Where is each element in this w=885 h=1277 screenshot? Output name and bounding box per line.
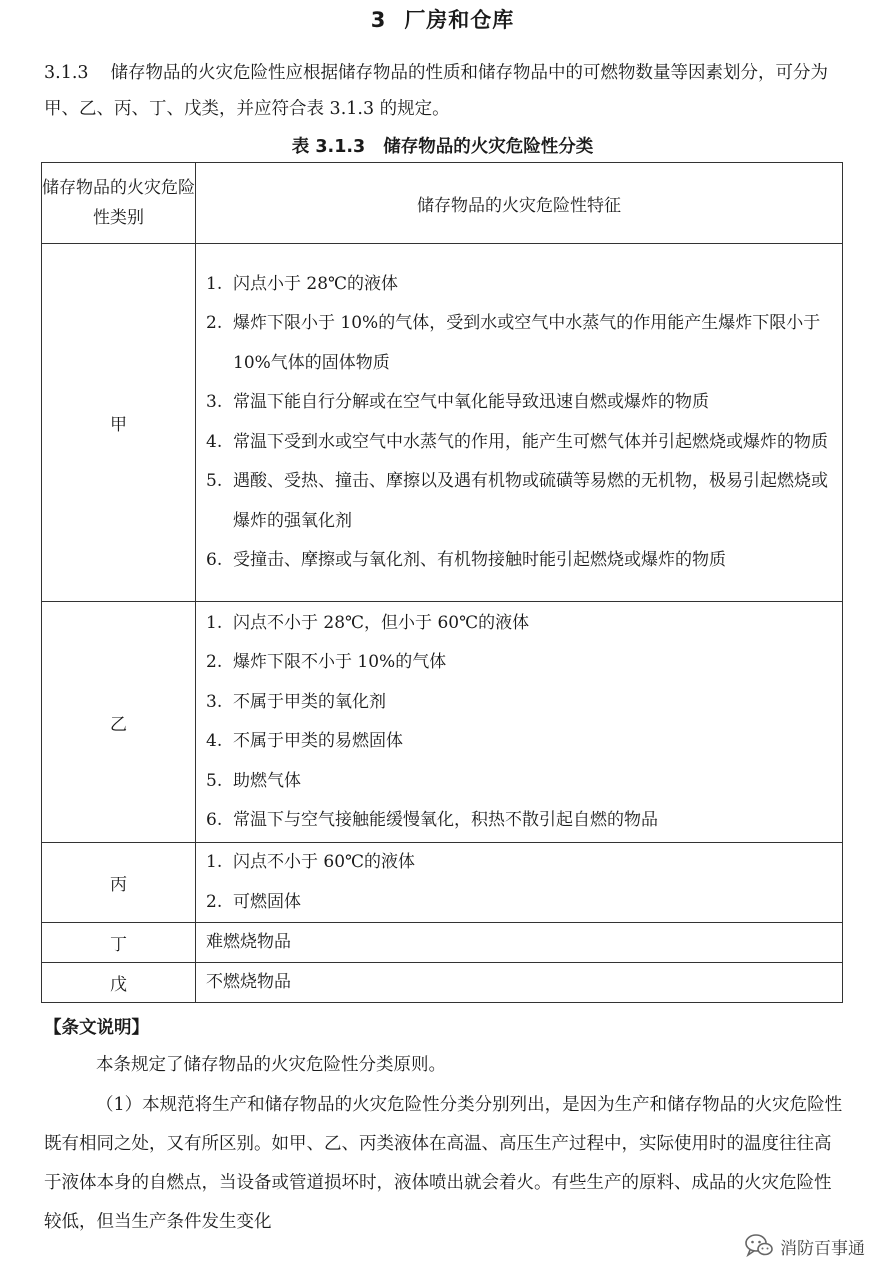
category-cell: 丁	[42, 923, 196, 963]
chapter-name: 厂房和仓库	[404, 8, 515, 32]
list-item: 2. 爆炸下限不小于 10%的气体	[206, 652, 447, 672]
watermark-text: 消防百事通	[780, 1238, 865, 1259]
feature-cell: 不燃烧物品	[196, 963, 843, 1003]
clause-3-1-3	[44, 55, 844, 127]
list-item: 1. 闪点不小于 28℃，但小于 60℃的液体	[206, 612, 530, 633]
wechat-icon	[744, 1233, 774, 1259]
clause-number: 3.1.3	[44, 63, 89, 83]
category-cell: 乙	[42, 602, 196, 843]
table-row	[42, 923, 843, 963]
category-cell: 甲	[42, 244, 196, 602]
list-item: 3. 常温下能自行分解或在空气中氧化能导致迅速自燃或爆炸的物质	[206, 392, 709, 412]
clause-text: 储存物品的火灾危险性应根据储存物品的性质和储存物品中的可燃物数量等因素划分，可分为甲、乙、丙、丁、戊类，并应符合表 3.1.3 的规定。	[44, 63, 829, 119]
category-cell: 戊	[42, 963, 196, 1003]
feature-cell	[196, 244, 843, 602]
table-row	[42, 843, 843, 923]
header-feature: 储存物品的火灾危险性特征	[196, 163, 843, 244]
table-row	[42, 963, 843, 1003]
list-item: 2. 可燃固体	[206, 891, 301, 912]
hazard-classification-table	[41, 162, 843, 1003]
table-caption	[0, 133, 885, 158]
table-header-row	[42, 163, 843, 244]
table-number: 表 3.1.3	[291, 137, 366, 157]
chapter-number: 3	[370, 8, 387, 32]
explanation-paragraph: （1）本规范将生产和储存物品的火灾危险性分类分别列出，是因为生产和储存物品的火灾危险性既有相同之处，又有所区别。如甲、乙、丙类液体在高温、高压生产过程中，实际使用时的温度往往高于液体本身的自燃点，当设备或管道损坏时，液体喷出就会着火。有些生产的原料、成品的火灾危险性较低，但当生产条件发生变化	[44, 1095, 843, 1232]
list-item: 2. 爆炸下限小于 10%的气体，受到水或空气中水蒸气的作用能产生爆炸下限小于 10%气体的固体物质	[206, 313, 821, 373]
explanation-heading: 【条文说明】	[44, 1018, 149, 1038]
table-title: 储存物品的火灾危险性分类	[383, 137, 594, 157]
chapter-title	[0, 4, 885, 34]
list-item: 6. 受撞击、摩擦或与氧化剂、有机物接触时能引起燃烧或爆炸的物质	[206, 550, 726, 570]
table-row	[42, 244, 843, 602]
feature-cell: 难燃烧物品	[196, 923, 843, 963]
list-item: 1. 闪点小于 28℃的液体	[206, 273, 399, 294]
explanation-paragraph: 本条规定了储存物品的火灾危险性分类原则。	[96, 1055, 446, 1075]
feature-cell	[196, 602, 843, 843]
list-item: 5. 助燃气体	[206, 770, 301, 791]
list-item: 3. 不属于甲类的氧化剂	[206, 691, 386, 712]
list-item: 1. 闪点不小于 60℃的液体	[206, 852, 416, 872]
feature-cell	[196, 843, 843, 923]
list-item: 4. 不属于甲类的易燃固体	[206, 731, 403, 751]
watermark	[738, 1229, 875, 1263]
header-category: 储存物品的火灾危险性类别	[42, 163, 196, 244]
list-item: 6. 常温下与空气接触能缓慢氧化，积热不散引起自燃的物品	[206, 810, 658, 830]
list-item: 4. 常温下受到水或空气中水蒸气的作用，能产生可燃气体并引起燃烧或爆炸的物质	[206, 431, 828, 452]
table-row	[42, 602, 843, 843]
category-cell: 丙	[42, 843, 196, 923]
list-item: 5. 遇酸、受热、撞击、摩擦以及遇有机物或硫磺等易燃的无机物，极易引起燃烧或爆炸的强氧化剂	[206, 471, 828, 531]
